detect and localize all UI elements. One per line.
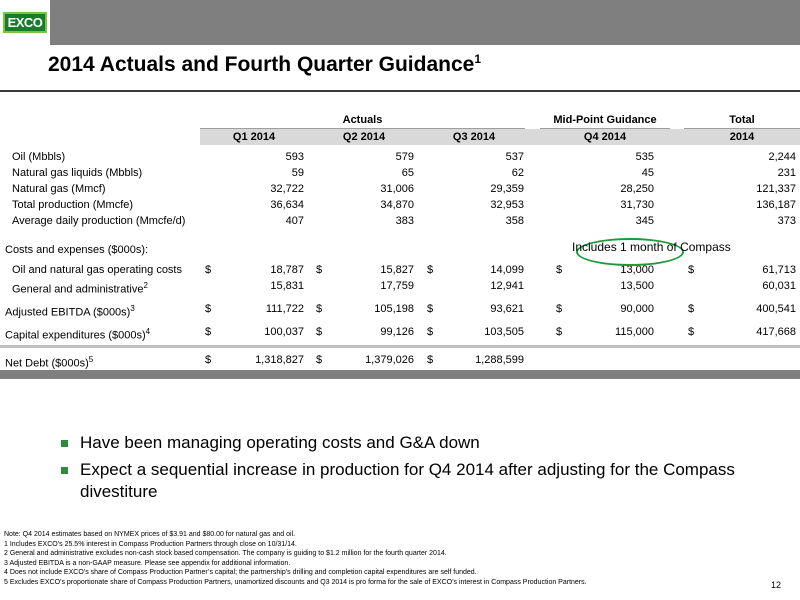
table-row [0, 149, 800, 165]
cell-q4: 90,000 [620, 303, 654, 315]
cell-q3: 14,099 [490, 264, 524, 276]
dollar-sign: $ [316, 326, 323, 338]
table-column-header-row [0, 129, 800, 145]
row-label-text: Capital expenditures ($000s) [5, 329, 146, 342]
row-footnote: 5 [88, 355, 94, 364]
guidance-group-header: Mid-Point Guidance [553, 114, 657, 126]
dollar-sign: $ [205, 264, 212, 276]
cell-q3: 62 [511, 167, 524, 179]
col-header-q4: Q4 2014 [583, 131, 627, 143]
footnote-line: 1 Includes EXCO’s 25.5% interest in Compass Production Partners through close on 10/31/14. [4, 540, 297, 548]
bullet-square-icon [61, 440, 68, 447]
row-footnote: 3 [130, 304, 135, 313]
dollar-sign: $ [205, 303, 212, 315]
page-title [48, 52, 481, 77]
row-label: Oil (Mbbls) [12, 151, 66, 163]
table-bottom-band [0, 370, 800, 379]
cell-q4: 13,500 [620, 280, 654, 292]
dollar-sign: $ [427, 326, 434, 338]
cell-q2: 383 [395, 215, 414, 227]
cell-total: 373 [777, 215, 796, 227]
table-row [0, 213, 800, 229]
page-title-footnote: 1 [474, 52, 482, 66]
table-row [0, 181, 800, 197]
cell-q1: 59 [291, 167, 304, 179]
cell-total: 231 [777, 167, 796, 179]
cell-q4: 345 [635, 215, 654, 227]
table-row [0, 165, 800, 181]
cell-q2: 17,759 [380, 280, 414, 292]
cell-q3: 29,359 [490, 183, 524, 195]
cell-total: 121,337 [756, 183, 796, 195]
cell-q4: 45 [641, 167, 654, 179]
costs-section-label: Costs and expenses ($000s): [5, 244, 149, 256]
cell-total: 400,541 [756, 303, 796, 315]
dollar-sign: $ [205, 326, 212, 338]
cell-q1: 15,831 [270, 280, 304, 292]
row-label-text: Net Debt ($000s) [5, 357, 89, 370]
bullet-square-icon [61, 467, 68, 474]
table-row [0, 278, 800, 294]
row-label [5, 301, 135, 317]
cell-q1: 36,634 [270, 199, 304, 211]
cell-q3: 93,621 [490, 303, 524, 315]
actuals-group-header: Actuals [342, 114, 383, 126]
cell-q3: 12,941 [490, 280, 524, 292]
cell-q1: 407 [285, 215, 304, 227]
row-label [5, 352, 93, 368]
dollar-sign: $ [427, 264, 434, 276]
row-footnote: 2 [143, 281, 148, 290]
cell-q1: 111,722 [265, 303, 304, 315]
row-label: Natural gas (Mmcf) [12, 183, 106, 195]
cell-total: 136,187 [756, 199, 796, 211]
row-label: Total production (Mmcfe) [12, 199, 134, 211]
col-header-2014: 2014 [729, 131, 755, 143]
cell-q2: 31,006 [380, 183, 414, 195]
dollar-sign: $ [316, 264, 323, 276]
table-row [0, 324, 800, 340]
cell-q3: 103,505 [484, 326, 524, 338]
company-logo [0, 0, 50, 45]
cell-q1: 1,318,827 [255, 354, 304, 366]
cell-q3: 537 [505, 151, 524, 163]
dollar-sign: $ [205, 354, 212, 366]
dollar-sign: $ [316, 303, 323, 315]
cell-q4: 13,000 [620, 264, 654, 276]
table-row [0, 197, 800, 213]
table-row [0, 262, 800, 278]
cell-q3: 358 [505, 215, 524, 227]
dollar-sign: $ [316, 354, 323, 366]
row-footnote: 4 [145, 327, 151, 336]
logo-text: EXCO [3, 12, 47, 33]
footnote-line: 3 Adjusted EBITDA is a non-GAAP measure. Please see appendix for additional information. [4, 559, 291, 567]
compass-note: Includes 1 month of Compass [572, 240, 731, 254]
row-label [5, 324, 150, 340]
list-item [58, 459, 778, 503]
table-row [0, 301, 800, 317]
col-header-q3: Q3 2014 [452, 131, 496, 143]
cell-q3: 32,953 [490, 199, 524, 211]
cell-total: 417,668 [756, 326, 796, 338]
bullet-list [58, 432, 778, 508]
footnotes [4, 530, 587, 587]
dollar-sign: $ [688, 303, 695, 315]
page-number: 12 [771, 580, 782, 590]
row-label: Oil and natural gas operating costs [12, 264, 182, 276]
cell-q4: 115,000 [615, 326, 654, 338]
row-label-text: Adjusted EBITDA ($000s) [5, 306, 131, 319]
footnote-line: Note: Q4 2014 estimates based on NYMEX prices of $3.91 and $80.00 for natural gas and oil. [4, 531, 296, 538]
col-header-q2: Q2 2014 [342, 131, 386, 143]
dollar-sign: $ [556, 326, 563, 338]
bullet-text: Have been managing operating costs and G&A down [80, 433, 480, 452]
dollar-sign: $ [556, 264, 563, 276]
page-title-text: 2014 Actuals and Fourth Quarter Guidance [48, 53, 475, 76]
cell-q2: 579 [395, 151, 414, 163]
footnote-line: 4 Does not include EXCO’s share of Compass Production Partner’s capital; the partnership’s drilling and completion capital expenditures are self funded. [4, 569, 477, 576]
header-bar [0, 0, 800, 45]
cell-total: 60,031 [762, 280, 796, 292]
cell-q1: 18,787 [270, 264, 304, 276]
cell-q2: 99,126 [380, 326, 414, 338]
row-label: Average daily production (Mmcfe/d) [12, 215, 186, 227]
cell-q1: 100,037 [264, 326, 304, 338]
footnote-line: 2 General and administrative excludes non-cash stock based compensation. The company is guiding to $1.2 million for the fourth quarter 2014. [4, 550, 447, 557]
cell-q2: 34,870 [380, 199, 414, 211]
cell-total: 2,244 [768, 151, 796, 163]
cell-q4: 31,730 [620, 199, 654, 211]
cell-q4: 28,250 [620, 183, 654, 195]
net-debt-divider [0, 345, 800, 348]
row-label-text: General and administrative [12, 283, 144, 296]
cell-q2: 1,379,026 [365, 354, 414, 366]
cell-q2: 15,827 [380, 264, 414, 276]
col-header-q1: Q1 2014 [232, 131, 276, 143]
footnote-line: 5 Excludes EXCO’s proportionate share of Compass Production Partners, unamortized discounts and Q3 2014 is pro forma for the sale of EXCO’s interest in Compass Production Partners. [4, 578, 587, 586]
row-label: Natural gas liquids (Mbbls) [12, 167, 143, 179]
dollar-sign: $ [556, 303, 563, 315]
dollar-sign: $ [427, 303, 434, 315]
cell-q1: 32,722 [270, 183, 304, 195]
cell-q2: 65 [401, 167, 414, 179]
dollar-sign: $ [688, 264, 695, 276]
dollar-sign: $ [688, 326, 695, 338]
dollar-sign: $ [427, 354, 434, 366]
cell-q2: 105,198 [374, 303, 414, 315]
bullet-text: Expect a sequential increase in production for Q4 2014 after adjusting for the Compass divestiture [80, 460, 735, 501]
title-divider [0, 90, 800, 92]
table-group-header-row [0, 112, 800, 128]
table-row [0, 352, 800, 368]
cell-q4: 535 [635, 151, 654, 163]
list-item [58, 432, 778, 454]
cell-total: 61,713 [762, 264, 796, 276]
cell-q3: 1,288,599 [475, 354, 524, 366]
row-label [12, 278, 148, 294]
cell-q1: 593 [285, 151, 304, 163]
total-group-header: Total [729, 114, 755, 126]
